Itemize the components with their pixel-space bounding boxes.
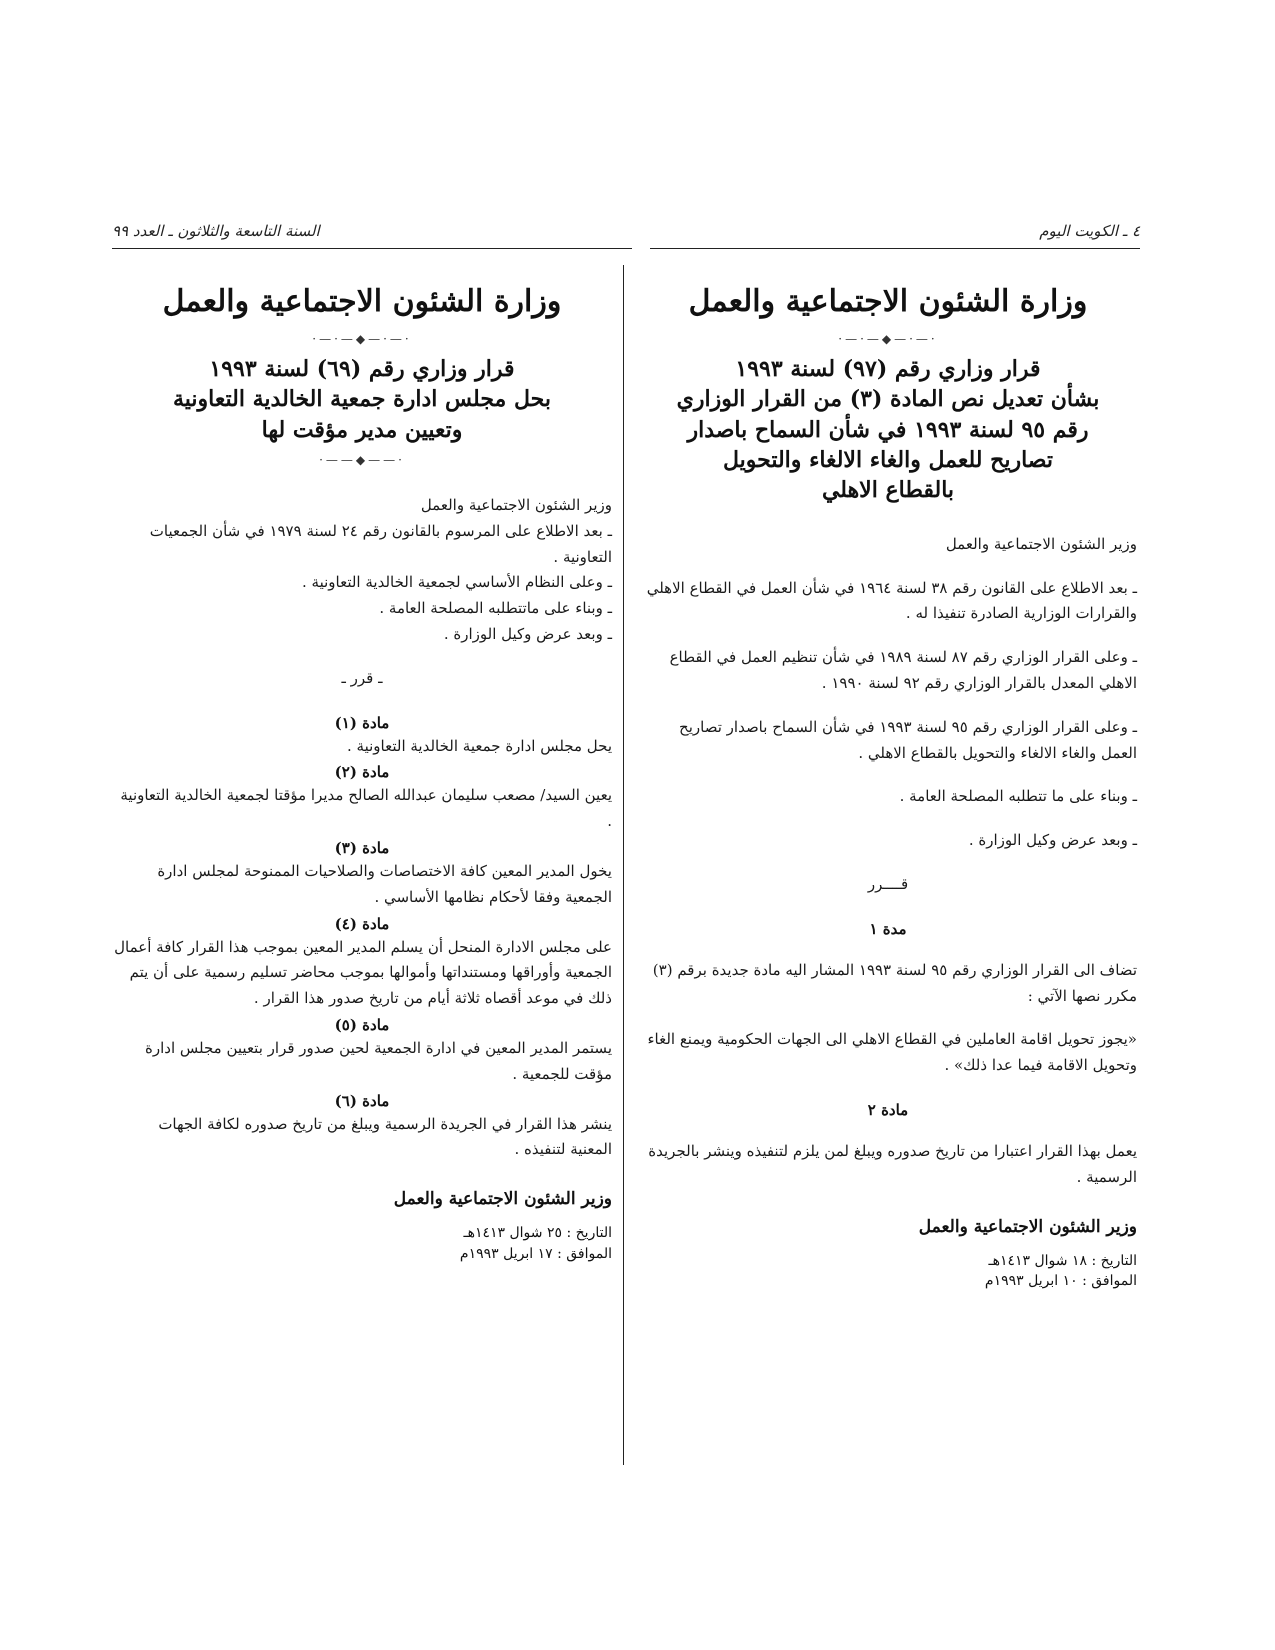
- minister-line: وزير الشئون الاجتماعية والعمل: [945, 534, 1137, 553]
- article-text: يحل مجلس ادارة جمعية الخالدية التعاونية .: [347, 736, 612, 755]
- article-text: على مجلس الادارة المنحل أن يسلم المدير المعين بموجب هذا القرار كافة أعمال الجمعية وأوراقها ومستنداتها وأموالها بموجب محاضر تسليم رسمية على أن يتم ذلك في موعد أقصاه ثلاثة أيام من تاريخ صدور هذا القرار .: [114, 937, 612, 1008]
- right-column: [639, 262, 1137, 1291]
- title-line: بحل مجلس ادارة جمعية الخالدية التعاونية: [173, 386, 551, 413]
- signature: وزير الشئون الاجتماعية والعمل: [393, 1189, 612, 1210]
- ornament-divider: ·—·—◆—·—·: [838, 332, 938, 346]
- title-line: بشأن تعديل نص المادة (٣) من القرار الوزاري: [676, 386, 1100, 413]
- date-gregorian: الموافق : ١٧ ابريل ١٩٩٣م: [459, 1245, 612, 1262]
- article-heading: مادة (٣): [334, 839, 390, 858]
- header-rule-right: [650, 248, 1140, 249]
- signature: وزير الشئون الاجتماعية والعمل: [918, 1216, 1137, 1237]
- article-heading: مادة (٤): [334, 914, 390, 933]
- article-heading: مادة (٥): [334, 1016, 390, 1035]
- ornament-divider: ·——◆——·: [319, 453, 405, 468]
- recital: ـ بعد الاطلاع على القانون رقم ٣٨ لسنة ١٩٦٤ في شأن العمل في القطاع الاهلي والقرارات الوزارية الصادرة تنفيذا له .: [646, 578, 1137, 623]
- article-heading: مادة (١): [334, 713, 390, 732]
- ministry-heading: وزارة الشئون الاجتماعية والعمل: [688, 284, 1088, 319]
- date-hijri: التاريخ : ٢٥ شوال ١٤١٣هـ: [463, 1225, 612, 1242]
- article-text: يعين السيد/ مصعب سليمان عبدالله الصالح مديرا مؤقتا لجمعية الخالدية التعاونية .: [120, 786, 612, 831]
- date-gregorian: الموافق : ١٠ ابريل ١٩٩٣م: [984, 1272, 1137, 1289]
- article-quote: «يجوز تحويل اقامة العاملين في القطاع الاهلي الى الجهات الحكومية ويمنع الغاء وتحويل الاقامة فيما عدا ذلك» .: [647, 1030, 1137, 1075]
- page-header-left: السنة التاسعة والثلاثون ـ العدد ٩٩: [112, 222, 320, 240]
- title-line: قرار وزاري رقم (٩٧) لسنة ١٩٩٣: [735, 356, 1041, 382]
- title-line: تصاريح للعمل والغاء الالغاء والتحويل: [722, 447, 1054, 474]
- decision-title: [112, 354, 612, 445]
- decided-heading: قــــرر: [867, 874, 909, 893]
- article-text: تضاف الى القرار الوزاري رقم ٩٥ لسنة ١٩٩٣ المشار اليه مادة جديدة برقم (٣) مكرر نصها الآتي :: [652, 960, 1137, 1005]
- header-rule-left: [112, 248, 632, 249]
- date-block: [112, 1223, 612, 1264]
- ornament-divider: ·—·—◆—·—·: [312, 332, 412, 346]
- recital: ـ وعلى القرار الوزاري رقم ٩٥ لسنة ١٩٩٣ في شأن السماح باصدار تصاريح العمل والغاء الالغاء والتحويل بالقطاع الاهلي .: [679, 717, 1137, 762]
- recital: ـ وبعد عرض وكيل الوزارة .: [443, 625, 612, 644]
- column-divider: [623, 265, 624, 1465]
- decided-heading: ـ قرر ـ: [341, 668, 383, 687]
- article-heading: مادة ٢: [867, 1100, 909, 1119]
- article-text: يعمل بهذا القرار اعتبارا من تاريخ صدوره ويبلغ لمن يلزم لتنفيذه وينشر بالجريدة الرسمية .: [648, 1141, 1137, 1186]
- decision-title: [639, 354, 1137, 506]
- recital: ـ وعلى القرار الوزاري رقم ٨٧ لسنة ١٩٨٩ في شأن تنظيم العمل في القطاع الاهلي المعدل بالقرار الوزاري رقم ٩٢ لسنة ١٩٩٠ .: [669, 648, 1137, 692]
- recital: ـ وبناء على ما تتطلبه المصلحة العامة .: [899, 787, 1137, 806]
- ministry-heading: وزارة الشئون الاجتماعية والعمل: [162, 284, 562, 319]
- article-text: ينشر هذا القرار في الجريدة الرسمية ويبلغ من تاريخ صدوره لكافة الجهات المعنية لتنفيذه .: [158, 1114, 612, 1159]
- page-header-right: ٤ ـ الكويت اليوم: [1039, 222, 1140, 240]
- date-hijri: التاريخ : ١٨ شوال ١٤١٣هـ: [988, 1252, 1137, 1269]
- title-line: رقم ٩٥ لسنة ١٩٩٣ في شأن السماح باصدار: [687, 416, 1089, 443]
- title-line: بالقطاع الاهلي: [821, 477, 955, 504]
- article-text: يخول المدير المعين كافة الاختصاصات والصلاحيات الممنوحة لمجلس ادارة الجمعية وفقا لأحكام نظامها الأساسي .: [157, 862, 612, 906]
- title-line: قرار وزاري رقم (٦٩) لسنة ١٩٩٣: [209, 356, 515, 382]
- recital: ـ وعلى النظام الأساسي لجمعية الخالدية التعاونية .: [302, 573, 612, 592]
- date-block: [639, 1251, 1137, 1292]
- title-line: وتعيين مدير مؤقت لها: [261, 416, 463, 443]
- left-column: [112, 262, 612, 1264]
- minister-line: وزير الشئون الاجتماعية والعمل: [420, 496, 612, 515]
- article-heading: مدة ١: [869, 919, 907, 938]
- recital: ـ وبناء على ماتتطلبه المصلحة العامة .: [379, 599, 612, 618]
- article-heading: مادة (٢): [334, 763, 390, 782]
- recital: ـ بعد الاطلاع على المرسوم بالقانون رقم ٢٤ لسنة ١٩٧٩ في شأن الجمعيات التعاونية .: [149, 521, 612, 566]
- article-text: يستمر المدير المعين في ادارة الجمعية لحين صدور قرار بتعيين مجلس ادارة مؤقت للجمعية .: [145, 1039, 612, 1083]
- recital: ـ وبعد عرض وكيل الوزارة .: [968, 831, 1137, 850]
- article-heading: مادة (٦): [334, 1091, 390, 1110]
